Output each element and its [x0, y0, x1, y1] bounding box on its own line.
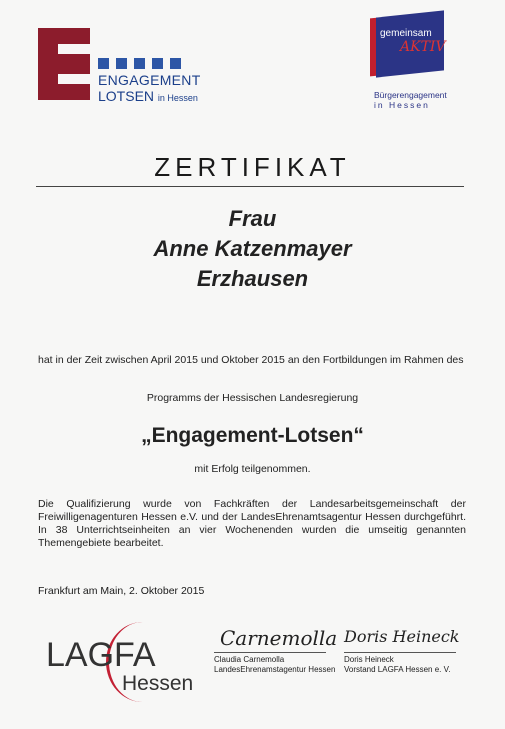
recipient-name: Anne Katzenmayer — [153, 236, 352, 261]
signatory-org: LandesEhrenamstagentur Hessen — [214, 665, 336, 674]
logo-aktiv-text: AKTIV — [400, 39, 446, 55]
logo-square — [170, 58, 181, 69]
signatory-name: Claudia Carnemolla — [214, 655, 285, 664]
success-text: mit Erfolg teilgenommen. — [194, 463, 311, 475]
logo-square — [152, 58, 163, 69]
lagfa-text: LAGFA — [46, 636, 156, 674]
signature-line — [344, 652, 456, 653]
logo-e-mark — [38, 28, 90, 100]
title-divider — [36, 186, 464, 187]
intro-text: hat in der Zeit zwischen April 2015 und Oktober 2015 an den Fortbildungen im Rahmen des — [38, 354, 464, 366]
logo-engagement-text: ENGAGEMENT — [98, 72, 201, 88]
program-text: Programms der Hessischen Landesregierung — [146, 392, 359, 404]
signature-line — [214, 652, 326, 653]
place-date: Frankfurt am Main, 2. Oktober 2015 — [38, 585, 205, 597]
certificate-title: ZERTIFIKAT — [154, 152, 351, 182]
engagement-lotsen-logo — [38, 28, 208, 108]
program-name: „Engagement-Lotsen“ — [141, 424, 364, 447]
logo-lotsen-text: LOTSEN in Hessen — [98, 88, 198, 104]
recipient-city: Erzhausen — [196, 266, 309, 291]
logo-gemeinsam-text: gemeinsam — [380, 28, 432, 39]
gemeinsam-aktiv-logo — [370, 14, 452, 112]
signature-heineck: Doris Heineck — [344, 627, 460, 646]
signatory-name: Doris Heineck — [344, 655, 394, 664]
lagfa-hessen-text: Hessen — [122, 672, 194, 695]
logo-in-hessen-text: in Hessen — [374, 100, 430, 110]
logo-square — [98, 58, 109, 69]
logo-buergerengagement-text: Bürgerengagement — [374, 90, 447, 100]
recipient-salutation: Frau — [228, 206, 277, 231]
logo-square — [116, 58, 127, 69]
lagfa-logo — [46, 636, 206, 696]
signature-carnemolla: Carnemolla — [220, 626, 338, 650]
logo-square — [134, 58, 145, 69]
signatory-org: Vorstand LAGFA Hessen e. V. — [344, 665, 451, 674]
qualification-text: Die Qualifizierung wurde von Fachkräften der Landesarbeitsgemeinschaft der Freiwilligenagenturen Hessen e.V. und der LandesEhrenamtsagentur Hessen durchgeführt. In 38 Unterrichtseinheiten an vier Wochenenden wurden die umseitig genannten Themengebiete bearbeitet. — [38, 498, 466, 549]
